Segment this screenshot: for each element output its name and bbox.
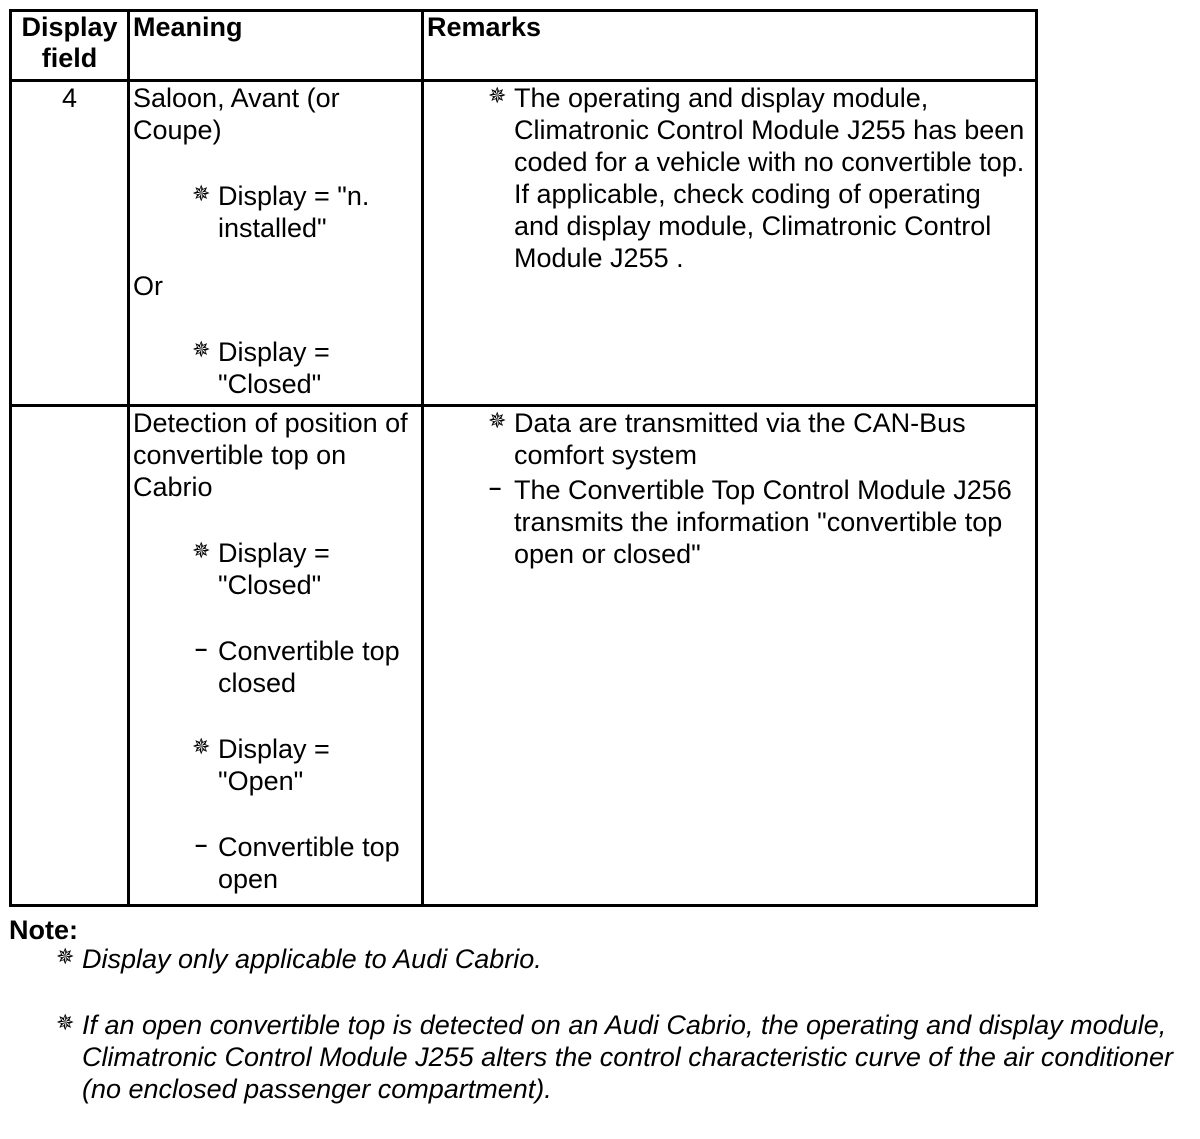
remarks-cell (423, 81, 1037, 406)
meaning-cell (129, 81, 423, 406)
remark-item (427, 82, 1032, 274)
meaning-item (133, 180, 418, 244)
display-field-cell: 4 (11, 81, 129, 406)
note-item (56, 1009, 1182, 1105)
header-display-field (11, 11, 129, 81)
note-item-text: Display only applicable to Audi Cabrio. (82, 944, 542, 974)
meaning-cell (129, 406, 423, 906)
note-heading: Note: (9, 915, 78, 945)
note-item (56, 943, 1182, 975)
remark-item-text: The operating and display module, Climatronic Control Module J255 has been coded for a vehicle with no convertible top. If applicable, check coding of operating and display module, Climatronic Control Module J255 . (514, 83, 1025, 273)
table-header-row (11, 11, 1037, 81)
header-meaning: Meaning (129, 11, 423, 81)
meaning-item-text: Display = "Closed" (218, 538, 330, 600)
header-remarks: Remarks (423, 11, 1037, 81)
dash-icon: – (195, 832, 208, 857)
remark-item (427, 474, 1032, 570)
bullet-icon: ✵ (192, 337, 211, 362)
header-display-line2: field (41, 43, 98, 73)
display-field-cell (11, 406, 129, 906)
remarks-cell (423, 406, 1037, 906)
bullet-icon: ✵ (488, 408, 507, 433)
remark-item-text: Data are transmitted via the CAN-Bus comfort system (514, 408, 966, 470)
meaning-item-text: Display = "Closed" (218, 337, 330, 399)
table-row (11, 406, 1037, 906)
header-display-line1: Display (21, 12, 118, 42)
bullet-icon: ✵ (56, 1010, 75, 1035)
meaning-item (133, 336, 418, 400)
bullet-icon: ✵ (192, 734, 211, 759)
bullet-icon: ✵ (56, 944, 75, 969)
table-row (11, 81, 1037, 406)
bullet-icon: ✵ (192, 181, 211, 206)
bullet-icon: ✵ (192, 538, 211, 563)
meaning-item (133, 831, 418, 895)
meaning-item-text: Convertible top open (218, 832, 400, 894)
dash-icon: – (489, 475, 502, 500)
meaning-or: Or (133, 271, 163, 301)
note-item-text: If an open convertible top is detected on an Audi Cabrio, the operating and display module, Climatronic Control Module J255 alters the control characteristic curve of the air conditioner (no enclosed passenger compartment). (82, 1010, 1173, 1104)
remark-item-text: The Convertible Top Control Module J256 transmits the information "convertible top open or closed" (514, 475, 1012, 569)
info-table (9, 9, 1038, 907)
meaning-item (133, 635, 418, 699)
meaning-item (133, 537, 418, 601)
meaning-item-text: Display = "n. installed" (218, 181, 370, 243)
meaning-intro: Detection of position of convertible top on Cabrio (133, 408, 408, 502)
meaning-intro: Saloon, Avant (or Coupe) (133, 83, 340, 145)
meaning-item-text: Display = "Open" (218, 734, 330, 796)
meaning-item (133, 733, 418, 797)
remark-item (427, 407, 1032, 471)
meaning-item-text: Convertible top closed (218, 636, 400, 698)
dash-icon: – (195, 636, 208, 661)
bullet-icon: ✵ (488, 83, 507, 108)
